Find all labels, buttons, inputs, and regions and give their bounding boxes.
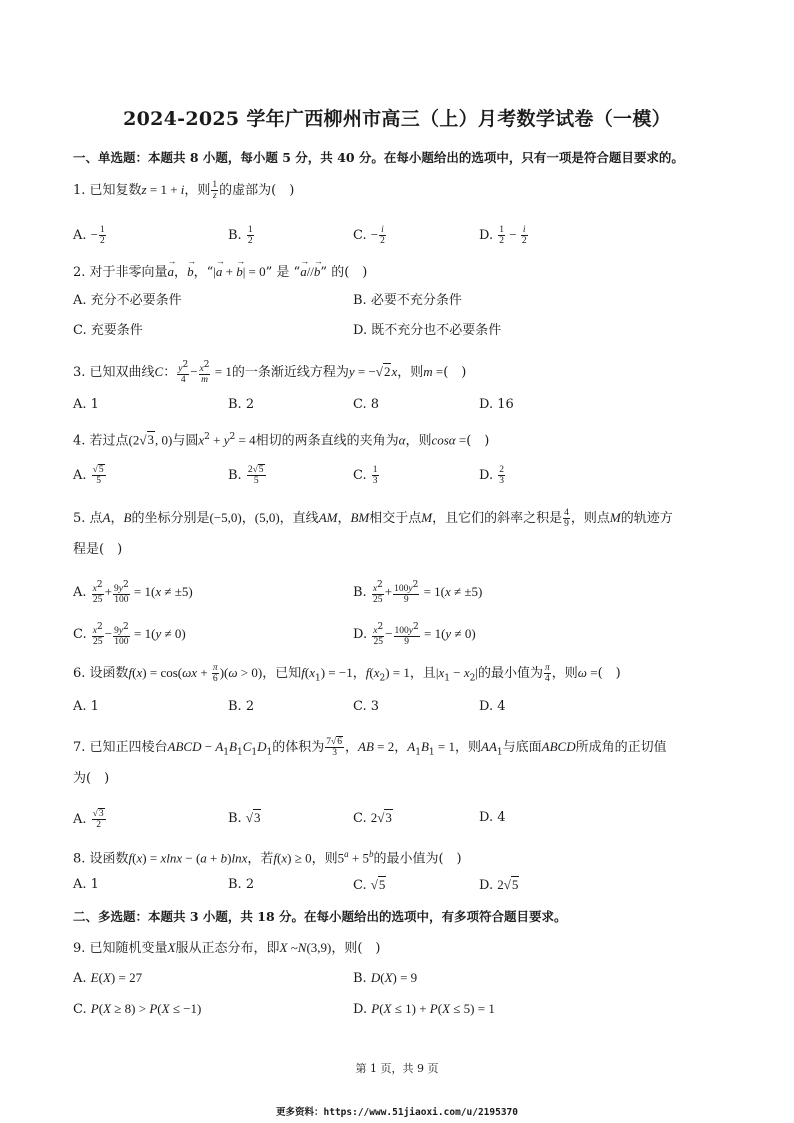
q9-option-b[interactable]: B. D(X) = 9 — [353, 970, 418, 986]
q7-option-c[interactable]: C. 2√3 — [353, 810, 392, 826]
q6-option-d[interactable]: D. 4 — [479, 699, 506, 714]
q2-option-d[interactable]: D. 既不充分也不必要条件 — [353, 323, 502, 338]
question-3: 3. 已知双曲线C： $\frac{y^2}{4}$ − $\frac{x^2}{m}$ = 1的一条渐近线方程为y = −√2x，则m =( ) — [73, 360, 467, 386]
q9-option-d[interactable]: D. P(X ≤ 1) + P(X ≤ 5) = 1 — [353, 1001, 495, 1017]
question-5-line-2: 程是( ) — [73, 542, 123, 557]
q7-option-a[interactable]: A. $\frac{√3}{2}$ — [73, 809, 104, 830]
q7-option-d[interactable]: D. 4 — [479, 810, 506, 825]
question-8: 8. 设函数f(x) = xlnx − (a + b)lnx，若f(x) ≥ 0，则$5^a + 5^b$的最小值为( ) — [73, 849, 462, 867]
question-4: 4. 若过点(2√3, 0)与圆$x^2 + y^2 = 4$相切的两条直线的夹角为α，则cosα =( ) — [73, 432, 490, 449]
q8-option-b[interactable]: B. 2 — [228, 877, 255, 892]
q4-option-d[interactable]: D. $\frac{2}{3}$ — [479, 465, 504, 486]
q3-option-d[interactable]: D. 16 — [479, 397, 514, 412]
q5-option-b[interactable]: B. $\frac{x^2}{25}$ + $\frac{100y^2}{9}$ = 1(x ≠ ±5) — [353, 580, 483, 606]
q7-option-b[interactable]: B. √3 — [228, 810, 261, 826]
q9-option-a[interactable]: A. E(X) = 27 — [73, 970, 143, 986]
q2-option-c[interactable]: C. 充要条件 — [73, 323, 143, 338]
q1-option-b[interactable]: B. $\frac{1}{2}$ — [228, 225, 253, 246]
exam-title: 2024-2025 学年广西柳州市高三（上）月考数学试卷（一模） — [123, 108, 671, 130]
q1-option-c[interactable]: C. − $\frac{i}{2}$ — [353, 225, 385, 246]
q3-option-c[interactable]: C. 8 — [353, 397, 380, 412]
q8-option-a[interactable]: A. 1 — [73, 877, 99, 892]
watermark-link[interactable]: 更多资料：https://www.51jiaoxi.com/u/2195370 — [276, 1107, 518, 1118]
page-footer: 第 1 页，共 9 页 — [355, 1062, 439, 1075]
question-5: 5. 点A，B的坐标分别是(−5,0)，(5,0)，直线AM，BM相交于点M，且它们的斜率之积是 $\frac{4}{9}$ ，则点M的轨迹方 — [73, 508, 673, 529]
q5-option-c[interactable]: C. $\frac{x^2}{25}$ − $\frac{9y^2}{100}$ = 1(y ≠ 0) — [73, 622, 186, 648]
q8-option-d[interactable]: D. 2√5 — [479, 877, 519, 893]
q4-option-c[interactable]: C. $\frac{1}{3}$ — [353, 465, 378, 486]
question-7-line-2: 为( ) — [73, 771, 110, 786]
q1-option-a[interactable]: A. − $\frac{1}{2}$ — [73, 225, 105, 246]
q5-option-d[interactable]: D. $\frac{x^2}{25}$ − $\frac{100y^2}{9}$ = 1(y ≠ 0) — [353, 622, 476, 648]
question-7: 7. 已知正四棱台ABCD − $A_1B_1C_1D_1$的体积为 $\frac{7√6}{3}$ ，AB = 2，$A_1B_1 = 1$，则$AA_1$与底面ABCD所成角的正切值 — [73, 737, 667, 758]
q4-option-b[interactable]: B. $\frac{2√5}{5}$ — [228, 465, 264, 486]
q4-option-a[interactable]: A. $\frac{√5}{5}$ — [73, 465, 104, 486]
section-heading-multiple-choice: 二、多选题：本题共 3 小题，共 18 分。在每小题给出的选项中，有多项符合题目要求。 — [73, 909, 567, 924]
question-1: 1. 已知复数z = 1 + i，则 $\frac{1}{z}$ 的虚部为( ) — [73, 180, 295, 201]
question-6: 6. 设函数f(x) = cos(ωx + $\frac{\pi}{6}$ )(ω > 0)，已知$f(x_1) = -1$，$f(x_2) = 1$，且$|x_1 - x_2|$的最小值为 $\frac{\pi}{4}$ ，则ω =( ) — [73, 663, 621, 684]
q3-option-b[interactable]: B. 2 — [228, 397, 255, 412]
q2-option-b[interactable]: B. 必要不充分条件 — [353, 293, 462, 308]
section-heading-single-choice: 一、单选题：本题共 8 小题，每小题 5 分，共 40 分。在每小题给出的选项中，只有一项是符合题目要求的。 — [73, 150, 684, 165]
q6-option-c[interactable]: C. 3 — [353, 699, 380, 714]
q6-option-a[interactable]: A. 1 — [73, 699, 99, 714]
question-9: 9. 已知随机变量X服从正态分布，即X ~N(3,9)，则( ) — [73, 940, 381, 956]
q3-option-a[interactable]: A. 1 — [73, 397, 99, 412]
q8-option-c[interactable]: C. √5 — [353, 877, 386, 893]
q9-option-c[interactable]: C. P(X ≥ 8) > P(X ≤ −1) — [73, 1001, 202, 1017]
q1-option-d[interactable]: D. $\frac{1}{2}$ − $\frac{i}{2}$ — [479, 225, 527, 246]
question-2: 2. 对于非零向量→ a，→ b，“|→ a + → b| = 0” 是 “→ a//→ b” 的( ) — [73, 263, 367, 282]
q2-option-a[interactable]: A. 充分不必要条件 — [73, 293, 182, 308]
q6-option-b[interactable]: B. 2 — [228, 699, 255, 714]
q5-option-a[interactable]: A. $\frac{x^2}{25}$ + $\frac{9y^2}{100}$ = 1(x ≠ ±5) — [73, 580, 193, 606]
